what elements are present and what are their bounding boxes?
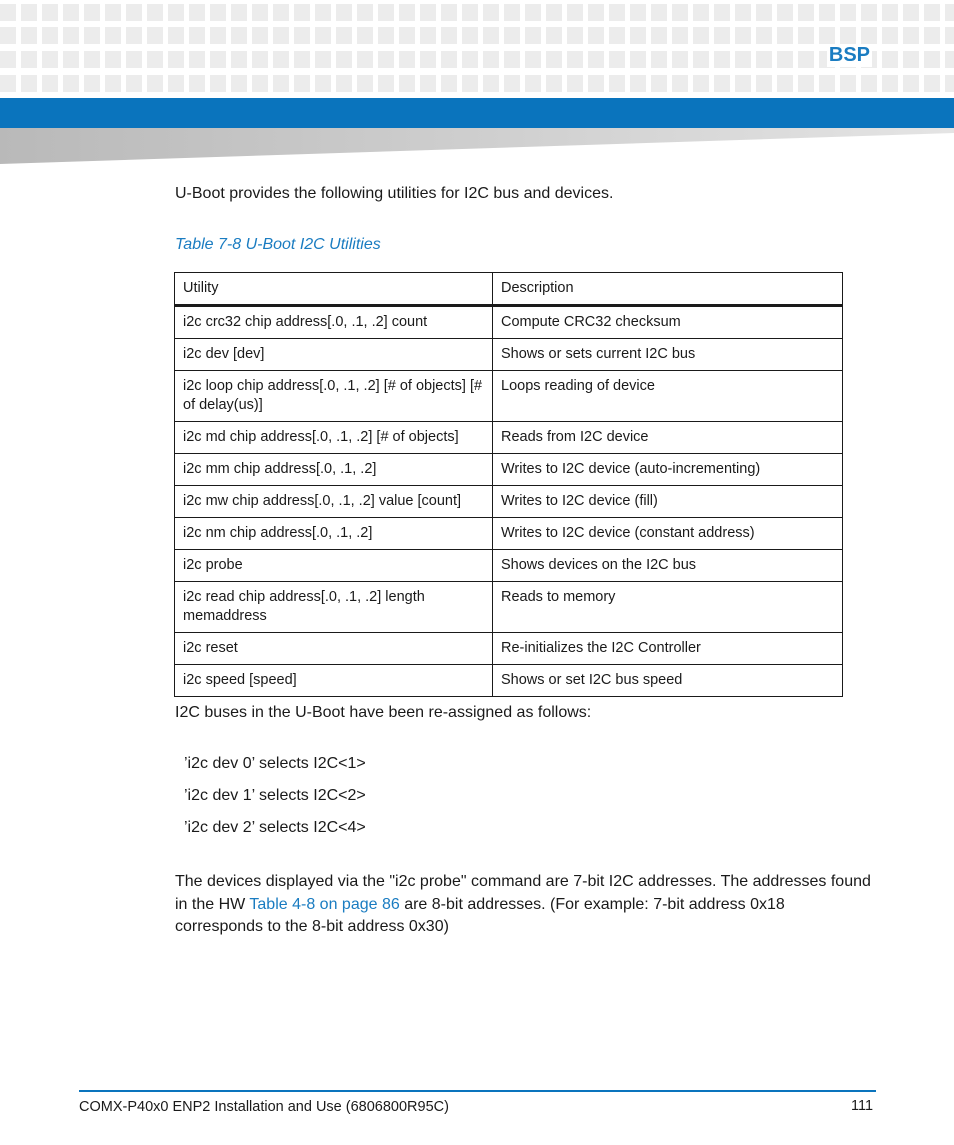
table-row [175,582,843,633]
description-cell: Re-initializes the I2C Controller [493,633,843,665]
utility-cell: i2c read chip address[.0, .1, .2] length memaddress [175,582,493,633]
utility-cell: i2c nm chip address[.0, .1, .2] [175,518,493,550]
table-row [175,454,843,486]
table-row [175,550,843,582]
footer-rule [79,1090,876,1092]
column-header-description: Description [493,273,843,306]
table-row [175,486,843,518]
i2c-utilities-table [174,272,843,697]
table-4-8-link[interactable]: Table 4-8 on page 86 [249,895,400,913]
reassign-paragraph: I2C buses in the U-Boot have been re-assigned as follows: [175,704,592,721]
closing-text-end: are 8-bit addresses. (For example: 7-bit address 0x18 corresponds to the 8-bit address 0x30) [175,895,785,935]
section-title: BSP [828,44,870,66]
closing-text-start: The devices displayed via the "i2c probe" command are 7-bit I2C addresses. The addresses found in the HW [175,873,871,913]
utility-cell: i2c md chip address[.0, .1, .2] [# of objects] [175,422,493,454]
description-cell: Writes to I2C device (auto-incrementing) [493,454,843,486]
utility-cell: i2c mw chip address[.0, .1, .2] value [count] [175,486,493,518]
description-cell: Writes to I2C device (fill) [493,486,843,518]
utility-cell: i2c probe [175,550,493,582]
utility-cell: i2c dev [dev] [175,339,493,371]
utility-cell: i2c crc32 chip address[.0, .1, .2] count [175,306,493,339]
table-row [175,339,843,371]
footer-doc-title: COMX-P40x0 ENP2 Installation and Use (6806800R95C) [79,1099,449,1115]
header-grey-wedge [0,128,954,164]
table-row [175,306,843,339]
closing-paragraph [175,871,875,939]
utility-cell: i2c speed [speed] [175,665,493,697]
table-header-row [175,273,843,306]
description-cell: Shows or sets current I2C bus [493,339,843,371]
page-number: 111 [851,1098,874,1114]
table-row [175,665,843,697]
table-caption: Table 7-8 U-Boot I2C Utilities [175,236,381,253]
description-cell: Reads to memory [493,582,843,633]
header-tile-pattern [0,0,954,98]
table-row [175,371,843,422]
bus-list-item: ’i2c dev 2’ selects I2C<4> [184,819,366,836]
column-header-utility: Utility [175,273,493,306]
bus-list-item: ’i2c dev 1’ selects I2C<2> [184,787,366,804]
table-row [175,422,843,454]
intro-paragraph: U-Boot provides the following utilities for I2C bus and devices. [175,185,614,202]
utility-cell: i2c reset [175,633,493,665]
table-row [175,633,843,665]
header-blue-bar [0,98,954,128]
description-cell: Reads from I2C device [493,422,843,454]
description-cell: Shows devices on the I2C bus [493,550,843,582]
description-cell: Shows or set I2C bus speed [493,665,843,697]
description-cell: Compute CRC32 checksum [493,306,843,339]
table-row [175,518,843,550]
description-cell: Writes to I2C device (constant address) [493,518,843,550]
utility-cell: i2c mm chip address[.0, .1, .2] [175,454,493,486]
bus-list-item: ’i2c dev 0’ selects I2C<1> [184,755,366,772]
description-cell: Loops reading of device [493,371,843,422]
utility-cell: i2c loop chip address[.0, .1, .2] [# of objects] [# of delay(us)] [175,371,493,422]
